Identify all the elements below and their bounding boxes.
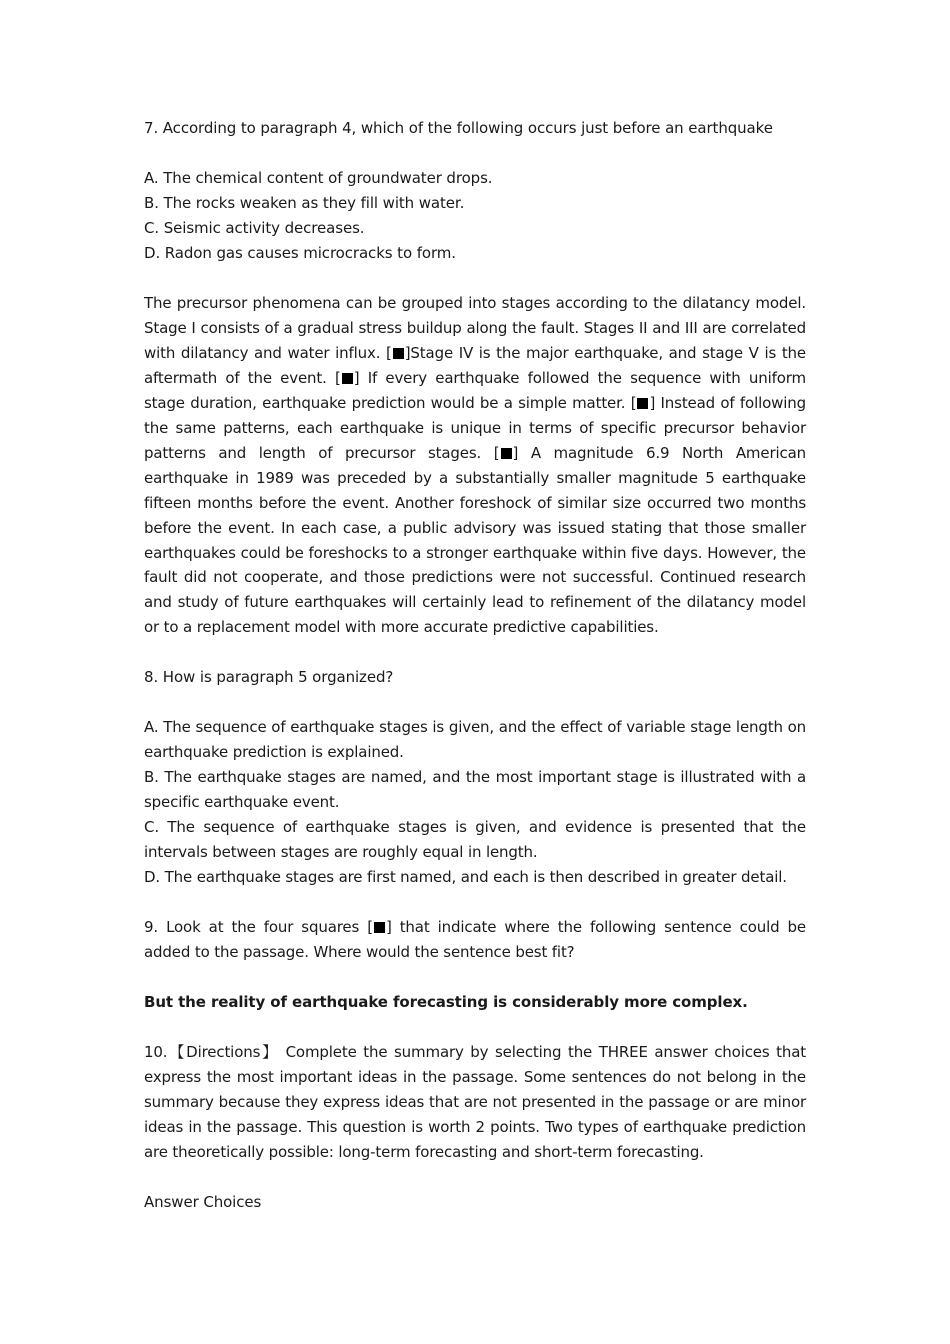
paragraph-5-segment: ] A magnitude 6.9 North American earthquake in 1989 was preceded by a substantially smaller magnitude 5 earthquake fifteen months before the event. Another foreshock of similar size occurred two months before the event. In each case, a public advisory was issued stating that those smaller earthquakes could be foreshocks to a stronger earthquake within five days. However, the fault did not cooperate, and those predictions were not successful. Continued research and study of future earthquakes will certainly lead to refinement of the dilatancy model or to a replacement model with more accurate predictive capabilities. — [144, 443, 806, 637]
insert-square-icon — [393, 348, 404, 359]
q9-text-after: ] that indicate where the following sentence could be added to the passage. Where would the sentence best fit? — [144, 918, 806, 961]
q7-option-c: C. Seismic activity decreases. — [144, 219, 365, 237]
q8-option-b: B. The earthquake stages are named, and the most important stage is illustrated with a specific earthquake event. — [144, 768, 806, 812]
q9-text-before: 9. Look at the four squares [ — [144, 918, 373, 937]
q9-insert-sentence: But the reality of earthquake forecasting is considerably more complex. — [144, 992, 748, 1011]
paragraph-5-segment: ] If every earthquake followed the sequence with uniform stage duration, earthquake prediction would be a simple matter. [ — [144, 368, 807, 412]
document-page — [144, 116, 806, 1215]
q8-option-c: C. The sequence of earthquake stages is given, and evidence is presented that the intervals between stages are roughly equal in length. — [144, 818, 806, 862]
question-10: 10.【Directions】 Complete the summary by selecting the THREE answer choices that express the most important ideas in the passage. Some sentences do not belong in the summary because they express ideas that are not presented in the passage or are minor ideas in the passage. This question is worth 2 points. Two types of earthquake prediction are theoretically possible: long-term forecasting and short-term forecasting. — [144, 1042, 806, 1161]
q8-option-d: D. The earthquake stages are first named, and each is then described in greater detail. — [144, 868, 787, 887]
q7-option-d: D. Radon gas causes microcracks to form. — [144, 244, 456, 262]
question-8: 8. How is paragraph 5 organized? — [144, 668, 394, 687]
insert-square-icon — [637, 398, 648, 409]
q7-option-a: A. The chemical content of groundwater drops. — [144, 169, 493, 187]
paragraph-5-segment: ] Instead of following the same patterns, each earthquake is unique in terms of specific precursor behavior patterns and length of precursor stages. [ — [144, 393, 806, 462]
q7-option-b: B. The rocks weaken as they fill with water. — [144, 194, 465, 212]
insert-square-icon — [374, 922, 385, 933]
insert-square-icon — [501, 448, 512, 459]
paragraph-5-segment: The precursor phenomena can be grouped into stages according to the dilatancy model. Stage I consists of a gradual stress buildup along the fault. Stages II and III are correlated with dilatancy and water influx. [ — [144, 294, 806, 362]
q8-option-a: A. The sequence of earthquake stages is given, and the effect of variable stage length on earthquake prediction is explained. — [144, 718, 806, 762]
paragraph-5-segment: ]Stage IV is the major earthquake, and stage V is the aftermath of the event. [ — [144, 343, 806, 387]
question-7: 7. According to paragraph 4, which of the following occurs just before an earthquake — [144, 119, 773, 137]
answer-choices-label: Answer Choices — [144, 1192, 262, 1211]
insert-square-icon — [342, 373, 353, 384]
question-9 — [144, 915, 806, 965]
paragraph-5 — [144, 291, 806, 640]
